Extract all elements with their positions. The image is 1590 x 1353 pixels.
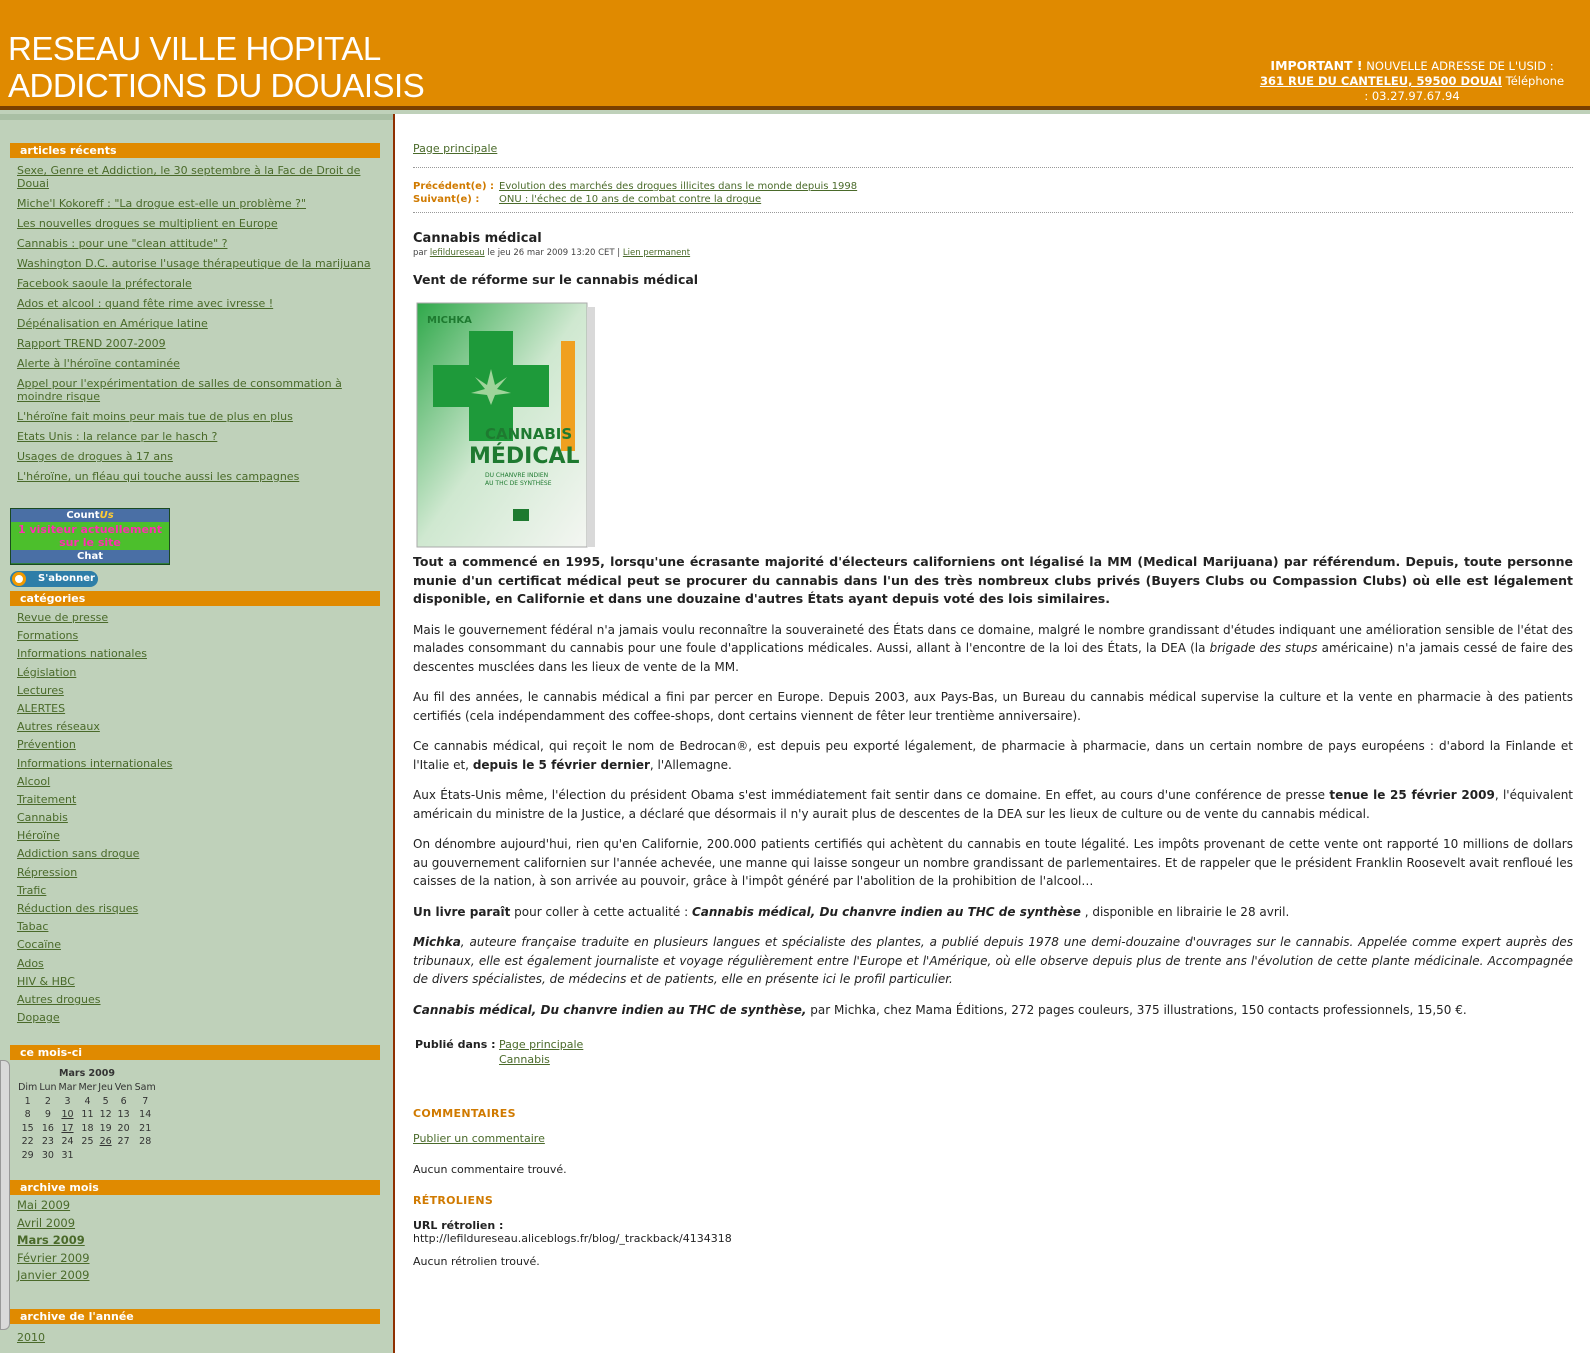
calendar-weekday: Lun bbox=[39, 1082, 57, 1094]
subscribe-button[interactable] bbox=[10, 571, 98, 587]
calendar-day: 24 bbox=[61, 1136, 74, 1148]
calendar-day: 23 bbox=[41, 1136, 54, 1148]
calendar-day bbox=[114, 1149, 134, 1163]
permalink-link[interactable]: Lien permanent bbox=[622, 248, 691, 258]
archive-year-list bbox=[17, 1331, 377, 1344]
calendar-weekday: Mer bbox=[78, 1082, 97, 1094]
next-post-link[interactable]: ONU : l'échec de 10 ans de combat contre la drogue bbox=[499, 194, 762, 205]
book-title-4: AU THC DE SYNTHÈSE bbox=[485, 480, 552, 487]
calendar-title: Mars 2009 bbox=[59, 1068, 115, 1079]
category-link[interactable]: Addiction sans drogue bbox=[17, 847, 140, 861]
important-text: NOUVELLE ADRESSE DE L'USID : bbox=[1362, 59, 1554, 73]
calendar-day: 14 bbox=[139, 1109, 152, 1121]
calendar-day: 27 bbox=[117, 1136, 130, 1148]
categories-list bbox=[17, 611, 377, 1029]
side-scroll-tab[interactable] bbox=[0, 1060, 10, 1330]
archive-month-link[interactable]: Mars 2009 bbox=[17, 1233, 85, 1247]
trackbacks-heading: RÉTROLIENS bbox=[413, 1194, 494, 1207]
category-link[interactable]: ALERTES bbox=[17, 701, 66, 715]
calendar bbox=[17, 1068, 157, 1162]
recent-article-link[interactable]: Rapport TREND 2007-2009 bbox=[17, 337, 166, 350]
countus-header: CountUs bbox=[11, 509, 169, 522]
archive-month-link[interactable]: Janvier 2009 bbox=[17, 1268, 90, 1282]
calendar-day: 13 bbox=[117, 1109, 130, 1121]
archive-year-title: archive de l'année bbox=[10, 1309, 380, 1324]
calendar-day-link[interactable]: 17 bbox=[61, 1122, 74, 1134]
recent-articles-title: articles récents bbox=[10, 143, 380, 158]
calendar-weekday: Sam bbox=[134, 1082, 156, 1094]
calendar-day-link[interactable]: 26 bbox=[99, 1136, 112, 1148]
divider bbox=[413, 167, 1573, 168]
calendar-day bbox=[133, 1149, 157, 1163]
breadcrumb-home-link[interactable]: Page principale bbox=[413, 142, 498, 155]
countus-chat[interactable]: Chat bbox=[11, 550, 169, 563]
published-link-home[interactable]: Page principale bbox=[499, 1038, 584, 1051]
subscribe-label: S'abonner bbox=[38, 573, 95, 584]
recent-article-link[interactable]: Dépénalisation en Amérique latine bbox=[17, 317, 208, 330]
published-link-cannabis[interactable]: Cannabis bbox=[499, 1053, 550, 1066]
recent-article-link[interactable]: Miche'l Kokoreff : "La drogue est-elle un problème ?" bbox=[17, 197, 307, 210]
category-link[interactable]: Traitement bbox=[17, 792, 77, 806]
category-link[interactable]: Formations bbox=[17, 629, 79, 643]
calendar-day: 30 bbox=[41, 1149, 54, 1161]
recent-article-link[interactable]: L'héroïne fait moins peur mais tue de plus en plus bbox=[17, 410, 293, 423]
month-title: ce mois-ci bbox=[10, 1045, 380, 1060]
published-label: Publié dans : bbox=[415, 1038, 496, 1051]
category-link[interactable]: Autres drogues bbox=[17, 992, 101, 1006]
recent-article-link[interactable]: Washington D.C. autorise l'usage thérapeutique de la marijuana bbox=[17, 257, 371, 270]
calendar-weekdays bbox=[17, 1081, 157, 1095]
recent-article-link[interactable]: Appel pour l'expérimentation de salles de consommation à moindre risque bbox=[17, 377, 342, 403]
recent-article-link[interactable]: Etats Unis : la relance par le hasch ? bbox=[17, 430, 218, 443]
calendar-day: 6 bbox=[120, 1095, 127, 1107]
recent-article-link[interactable]: Ados et alcool : quand fête rime avec ivresse ! bbox=[17, 297, 274, 310]
category-link[interactable]: Informations nationales bbox=[17, 647, 147, 661]
category-link[interactable]: Cannabis bbox=[17, 811, 68, 825]
phone-number: : 03.27.97.67.94 bbox=[1364, 89, 1460, 103]
calendar-day: 16 bbox=[41, 1122, 54, 1134]
recent-article-link[interactable]: Cannabis : pour une "clean attitude" ? bbox=[17, 237, 228, 250]
archive-month-link[interactable]: Février 2009 bbox=[17, 1250, 90, 1265]
calendar-body bbox=[17, 1095, 157, 1163]
category-link[interactable]: Lectures bbox=[17, 683, 64, 697]
category-link[interactable]: Prévention bbox=[17, 738, 76, 752]
calendar-day[interactable] bbox=[58, 1108, 78, 1122]
recent-article-link[interactable]: L'héroïne, un fléau qui touche aussi les campagnes bbox=[17, 470, 300, 483]
prev-post-link[interactable]: Evolution des marchés des drogues illicites dans le monde depuis 1998 bbox=[499, 181, 858, 192]
calendar-day: 25 bbox=[81, 1136, 94, 1148]
category-link[interactable]: Autres réseaux bbox=[17, 720, 100, 734]
book-title-2: MÉDICAL bbox=[469, 444, 580, 469]
calendar-day: 22 bbox=[21, 1136, 34, 1148]
recent-articles-list bbox=[17, 164, 377, 490]
calendar-day-link[interactable]: 10 bbox=[61, 1109, 74, 1121]
category-link[interactable]: Cocaïne bbox=[17, 938, 61, 952]
site-header bbox=[0, 0, 1590, 110]
trackback-url: http://lefildureseau.aliceblogs.fr/blog/_trackback/4134318 bbox=[413, 1232, 732, 1245]
categories-title: catégories bbox=[10, 591, 380, 606]
category-link[interactable]: Tabac bbox=[17, 920, 49, 934]
comments-empty: Aucun commentaire trouvé. bbox=[413, 1163, 567, 1176]
post-paragraph-8: Cannabis médical, Du chanvre indien au THC de synthèse, par Michka, chez Mama Éditions, 272 pages couleurs, 375 illustrations, 150 contacts professionnels, 15,50 €. bbox=[413, 1002, 1467, 1017]
post-paragraph-6: Un livre paraît pour coller à cette actualité : Cannabis médical, Du chanvre indien au THC de synthèse , disponible en librairie le 28 avril. bbox=[413, 904, 1290, 919]
calendar-day: 11 bbox=[81, 1109, 94, 1121]
archive-month-list bbox=[17, 1199, 377, 1287]
post-container bbox=[413, 142, 1573, 1268]
archive-year-link[interactable]: 2010 bbox=[17, 1331, 45, 1344]
site-title bbox=[8, 30, 424, 104]
site-title-line1: RESEAU VILLE HOPITAL bbox=[8, 30, 381, 67]
category-link[interactable]: HIV & HBC bbox=[17, 974, 75, 988]
calendar-day: 7 bbox=[142, 1095, 149, 1107]
archive-month-title: archive mois bbox=[10, 1180, 380, 1195]
post-paragraph-2: Au fil des années, le cannabis médical a fini par percer en Europe. Depuis 2003, aux Pays-Bas, un Bureau du cannabis médical supervise la culture et la vente en pharmacie à des patients certifiés (cela indépendamment des coffee-shops, dont certains viennent de fêter leur trentième anniversaire). bbox=[413, 690, 1573, 723]
prev-label: Précédent(e) : bbox=[413, 181, 494, 192]
main-content bbox=[395, 114, 1590, 1353]
post-title: Cannabis médical bbox=[413, 231, 542, 246]
archive-month-link[interactable]: Avril 2009 bbox=[17, 1215, 76, 1230]
book-cover-image bbox=[413, 301, 599, 551]
category-link[interactable]: Dopage bbox=[17, 1011, 60, 1025]
book-title-1: CANNABIS bbox=[485, 425, 573, 443]
recent-article-link[interactable]: Sexe, Genre et Addiction, le 30 septembre à la Fac de Droit de Douai bbox=[17, 164, 361, 190]
countus-widget[interactable] bbox=[10, 508, 170, 565]
calendar-day bbox=[77, 1149, 97, 1163]
category-link[interactable]: Réduction des risques bbox=[17, 902, 139, 915]
calendar-day: 28 bbox=[139, 1136, 152, 1148]
post-paragraph-4: Aux États-Unis même, l'élection du président Obama s'est immédiatement fait sentir dans ce domaine. En effet, au cours d'une conférence de presse tenue le 25 février 2009, l'équivalent américain du ministre de la Justice, a déclaré que désormais il n'y aurait plus de descentes de la DEA sur les lieux de culture ou de vente du cannabis médical. bbox=[413, 788, 1574, 821]
book-title-3: DU CHANVRE INDIEN bbox=[485, 472, 549, 479]
calendar-day: 5 bbox=[102, 1095, 109, 1107]
trackbacks-empty: Aucun rétrolien trouvé. bbox=[413, 1255, 540, 1268]
book-brand: MICHKA bbox=[427, 315, 472, 326]
post-subtitle: Vent de réforme sur le cannabis médical bbox=[413, 272, 699, 287]
category-link[interactable]: Répression bbox=[17, 865, 78, 879]
category-link[interactable]: Revue de presse bbox=[17, 611, 109, 624]
address-link[interactable]: 361 RUE DU CANTELEU, 59500 DOUAI bbox=[1259, 74, 1502, 88]
calendar-day: 15 bbox=[21, 1122, 34, 1134]
important-notice bbox=[1242, 58, 1582, 104]
post-paragraph-7: Michka, auteure française traduite en plusieurs langues et spécialiste des plantes, a publié depuis 1978 une demi-douzaine d'ouvrages sur le cannabis. Appelée comme expert auprès des tribunaux, elle est également journaliste et voyage régulièrement entre l'Europe et l'Amérique, où elle observe depuis plus de trente ans l'évolution de cette plante médicinale. Accompagnée de divers spécialistes, de médecins et de patients, elle en présente ici le profil particulier. bbox=[413, 935, 1573, 986]
archive-month-link[interactable]: Mai 2009 bbox=[17, 1198, 71, 1212]
post-paragraph-3: Ce cannabis médical, qui reçoit le nom de Bedrocan®, est depuis peu exporté légalement, de pharmacie à pharmacie, dans un certain nombre de pays européens : d'abord la Finlande et l'Italie et, depuis le 5 février dernier, l'Allemagne. bbox=[413, 739, 1573, 772]
post-navigation bbox=[413, 180, 1573, 206]
comments-heading: COMMENTAIRES bbox=[413, 1107, 516, 1120]
recent-article-link[interactable]: Alerte à l'héroïne contaminée bbox=[17, 357, 180, 370]
calendar-day: 2 bbox=[44, 1095, 51, 1107]
post-lead: Tout a commencé en 1995, lorsqu'une écrasante majorité d'électeurs californiens ont légalisé la MM (Medical Marijuana) par référendum. Depuis, toute personne munie d'un certificat médical peut se procurer du cannabis dans l'un des très nombreux clubs privés (Buyers Clubs ou Compassion Clubs) où elle est légalement disponible, en Californie et dans une douzaine d'autres États ayant depuis voté des lois similaires. bbox=[413, 554, 1573, 606]
published-in bbox=[413, 1037, 1573, 1067]
calendar-day: 20 bbox=[117, 1122, 130, 1134]
calendar-weekday: Ven bbox=[114, 1082, 133, 1094]
calendar-day: 12 bbox=[99, 1109, 112, 1121]
post-comment-link[interactable]: Publier un commentaire bbox=[413, 1132, 545, 1145]
category-link[interactable]: Héroïne bbox=[17, 829, 60, 843]
phone-label: Téléphone bbox=[1501, 74, 1565, 88]
calendar-day[interactable] bbox=[97, 1135, 113, 1149]
recent-article-link[interactable]: Usages de drogues à 17 ans bbox=[17, 450, 173, 463]
category-link[interactable]: Trafic bbox=[17, 883, 47, 897]
calendar-day: 8 bbox=[24, 1109, 31, 1121]
recent-article-link[interactable]: Les nouvelles drogues se multiplient en Europe bbox=[17, 217, 278, 230]
calendar-day: 29 bbox=[21, 1149, 34, 1161]
calendar-day: 4 bbox=[84, 1095, 91, 1107]
divider bbox=[413, 212, 1573, 213]
calendar-day: 21 bbox=[139, 1122, 152, 1134]
category-link[interactable]: Législation bbox=[17, 665, 77, 679]
calendar-weekday: Jeu bbox=[98, 1082, 113, 1094]
calendar-weekday: Mar bbox=[58, 1082, 77, 1094]
calendar-day: 31 bbox=[61, 1149, 74, 1161]
calendar-day: 9 bbox=[44, 1109, 51, 1121]
calendar-day: 1 bbox=[24, 1095, 31, 1107]
category-link[interactable]: Ados bbox=[17, 956, 44, 970]
site-title-line2: ADDICTIONS DU DOUAISIS bbox=[8, 67, 425, 104]
next-label: Suivant(e) : bbox=[413, 194, 480, 205]
trackback-url-label: URL rétrolien : bbox=[413, 1219, 504, 1232]
calendar-day: 19 bbox=[99, 1122, 112, 1134]
recent-article-link[interactable]: Facebook saoule la préfectorale bbox=[17, 277, 192, 290]
author-link[interactable]: lefildureseau bbox=[429, 248, 485, 258]
calendar-weekday: Dim bbox=[18, 1082, 38, 1094]
post-meta: par lefildureseau le jeu 26 mar 2009 13:20 CET | Lien permanent bbox=[413, 248, 691, 258]
post-paragraph-1: Mais le gouvernement fédéral n'a jamais voulu reconnaître la souveraineté des États dans ce domaine, malgré le nombre grandissant d'études indiquant une amélioration sensible de l'état des malades consommant du cannabis pour une foule d'applications médicales. Aussi, allant à l'encontre de la loi des États, la DEA (la brigade des stups américaine) n'a jamais cessé de faire des descentes musclées dans les lieux de vente de la MM. bbox=[413, 622, 1574, 674]
category-link[interactable]: Informations internationales bbox=[17, 756, 173, 770]
important-label: IMPORTANT ! bbox=[1270, 58, 1363, 73]
post-paragraph-5: On dénombre aujourd'hui, rien qu'en Californie, 200.000 patients certifiés qui achètent du cannabis en toute légalité. Les impôts provenant de cette vente ont rapporté 10 millions de dollars au gouvernement californien sur l'année achevée, une manne qui laisse songeur un nombre grandissant de parlementaires. Et de rappeler que le président Franklin Roosevelt avait renfloué les caisses de la nation, à son arrivée au pouvoir, grâce à l'impôt généré par l'abolition de la prohibition de l'alcool… bbox=[413, 837, 1573, 888]
calendar-day: 3 bbox=[64, 1095, 71, 1107]
rss-icon bbox=[12, 572, 26, 586]
calendar-day: 18 bbox=[81, 1122, 94, 1134]
countus-visitors: 1 visiteur actuellement sur le site bbox=[11, 522, 169, 550]
category-link[interactable]: Alcool bbox=[17, 774, 51, 788]
calendar-day[interactable] bbox=[58, 1122, 78, 1136]
calendar-day bbox=[97, 1149, 113, 1163]
